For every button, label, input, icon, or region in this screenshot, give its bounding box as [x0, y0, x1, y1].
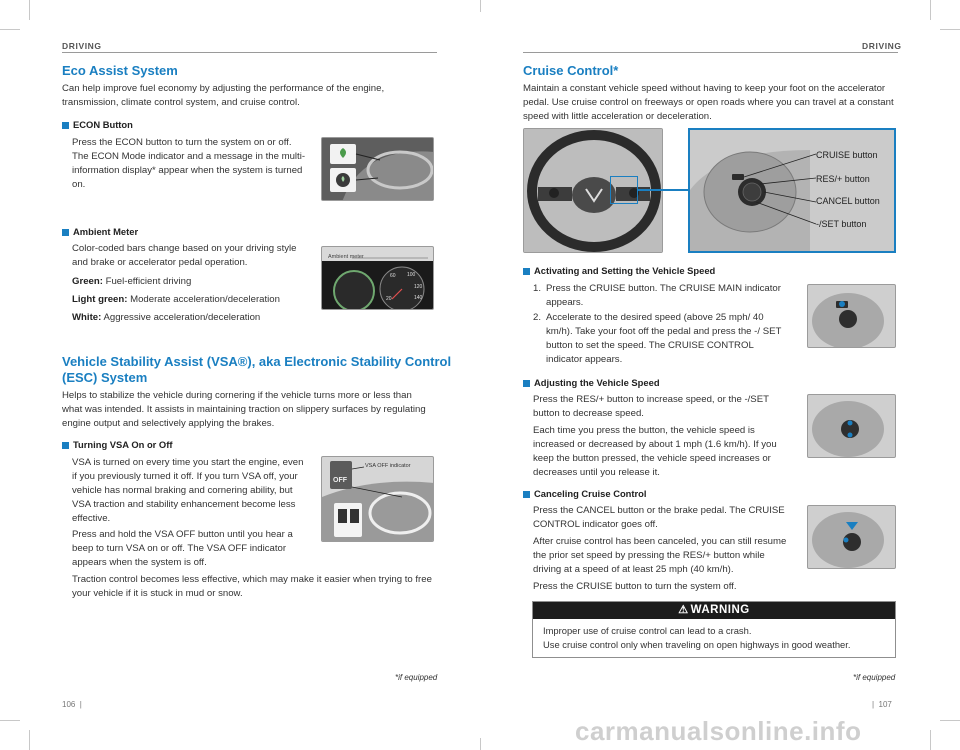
step-2: Accelerate to the desired speed (above 25 mph/ 40 km/h). Take your foot off the pedal and press the -/ SET button to set the speed. The CRUISE CONTROL indicator appears.: [546, 312, 782, 365]
callout-cruise: CRUISE button: [816, 150, 878, 160]
warning-line-2: Use cruise control only when traveling on open highways in good weather.: [543, 639, 851, 650]
svg-text:20: 20: [386, 296, 392, 302]
warning-line-1: Improper use of cruise control can lead to a crash.: [543, 625, 752, 636]
vsa-photo: [321, 456, 434, 542]
cruise-intro: Maintain a constant vehicle speed without having to keep your foot on the accelerator pedal. Use cruise control on freeways or open roads where you can travel at a constant speed with little acceleration or deceleration.: [523, 83, 894, 122]
cruise-button-illustration: [808, 285, 896, 348]
svg-text:120: 120: [414, 284, 423, 290]
header-rule: [523, 52, 898, 53]
callout-set: -/SET button: [816, 219, 867, 229]
res-set-thumb: [807, 394, 896, 458]
warning-box: [532, 601, 896, 658]
watermark: carmanualsonline.info: [575, 716, 862, 746]
activating-heading: Activating and Setting the Vehicle Speed: [523, 265, 715, 277]
footnote: *if equipped: [395, 673, 438, 682]
svg-text:100: 100: [407, 272, 416, 278]
zoom-connector: [638, 189, 688, 191]
adjusting-text-1: Press the RES/+ button to increase speed, or the -/SET button to decrease speed.: [533, 394, 769, 419]
warning-header: ⚠ WARNING: [533, 602, 895, 619]
vsa-title-line2: (ESC) System: [62, 370, 148, 385]
vsa-intro: Helps to stabilize the vehicle during cornering if the vehicle turns more or less than what was intended. It assists in maintaining traction on slippery surfaces by regulating engine output and selectively applying the brakes.: [62, 390, 426, 429]
cruise-controls-illustration: [690, 130, 896, 253]
cancel-thumb: [807, 505, 896, 569]
page-number: 106 |: [62, 700, 82, 709]
res-set-illustration: [808, 395, 896, 458]
ambient-meter-text: Color-coded bars change based on your driving style and brake or accelerator pedal operation.: [72, 243, 297, 268]
eco-assist-intro: Can help improve fuel economy by adjusting the performance of the engine, transmission, climate control system, and cruise control.: [62, 83, 385, 108]
warning-icon: ⚠: [678, 604, 689, 616]
svg-text:140: 140: [414, 295, 423, 301]
vsa-text-2: Press and hold the VSA OFF button until you hear a beep to turn VSA on or off. The VSA OFF indicator appears when the system is off.: [72, 529, 293, 568]
light-green-line: Light green: Moderate acceleration/deceleration: [72, 294, 280, 305]
steering-wheel-illustration: [524, 129, 663, 253]
vsa-illustration: [322, 457, 434, 542]
ambient-meter-photo: [321, 246, 434, 310]
vsa-text-3: Traction control becomes less effective, which may make it easier when trying to free your vehicle if it is stuck in mud or snow.: [72, 574, 432, 599]
canceling-text-2: After cruise control has been canceled, you can still resume the prior set speed by pressing the RES/+ button while driving at a speed of at least 25 mph (40 km/h).: [533, 536, 787, 575]
canceling-text-1: Press the CANCEL button or the brake pedal. The CRUISE CONTROL indicator goes off.: [533, 505, 785, 530]
adjusting-text-2: Each time you press the button, the vehicle speed is increased or decreased by about 1 mph (1.6 km/h). If you keep the button pressed, the vehicle speed increases or decreases until you release it.: [533, 425, 777, 478]
cancel-illustration: [808, 506, 896, 569]
econ-button-text: Press the ECON button to turn the system on or off. The ECON Mode indicator and a message in the multi-information display* appear when the system is turned on.: [72, 137, 306, 190]
svg-text:60: 60: [390, 273, 396, 279]
econ-button-heading: ECON Button: [62, 119, 133, 131]
dashboard-illustration: [322, 138, 434, 201]
green-line: Green: Fuel-efficient driving: [72, 276, 192, 287]
callout-res: RES/+ button: [816, 174, 870, 184]
step-1: Press the CRUISE button. The CRUISE MAIN indicator appears.: [546, 283, 781, 308]
ambient-meter-label: Ambient meter: [328, 254, 364, 260]
vsa-indicator-label: VSA OFF indicator: [365, 463, 411, 469]
canceling-heading: Canceling Cruise Control: [523, 488, 647, 500]
vsa-heading: Turning VSA On or Off: [62, 439, 172, 451]
canceling-text-3: Press the CRUISE button to turn the system off.: [533, 581, 737, 592]
header-rule: [62, 52, 437, 53]
step-number-2: 2.: [533, 312, 542, 323]
zoom-box: [610, 176, 638, 204]
ambient-meter-heading: Ambient Meter: [62, 226, 138, 238]
vsa-text-1: VSA is turned on every time you start the engine, even if you previously turned it off. If you turn VSA off, your vehicle has normal braking and cornering ability, but VSA traction and stability enhancement become less effective.: [72, 457, 304, 524]
white-line: White: Aggressive acceleration/deceleration: [72, 312, 261, 323]
eco-assist-title: Eco Assist System: [62, 63, 178, 78]
footnote: *if equipped: [853, 673, 896, 682]
cruise-controls-zoom: [688, 128, 896, 253]
cruise-button-thumb: [807, 284, 896, 348]
step-number-1: 1.: [533, 283, 542, 294]
vsa-title-line1: Vehicle Stability Assist (VSA®), aka Electronic Stability Control: [62, 354, 452, 369]
econ-button-photo: [321, 137, 434, 201]
page-number: | 107: [872, 700, 892, 709]
steering-wheel-photo: [523, 128, 663, 253]
cruise-title: Cruise Control*: [523, 63, 619, 78]
section-label: DRIVING: [862, 41, 902, 51]
vsa-off-badge: OFF: [333, 477, 347, 484]
callout-cancel: CANCEL button: [816, 196, 880, 206]
section-label: DRIVING: [62, 41, 102, 51]
adjusting-heading: Adjusting the Vehicle Speed: [523, 377, 660, 389]
